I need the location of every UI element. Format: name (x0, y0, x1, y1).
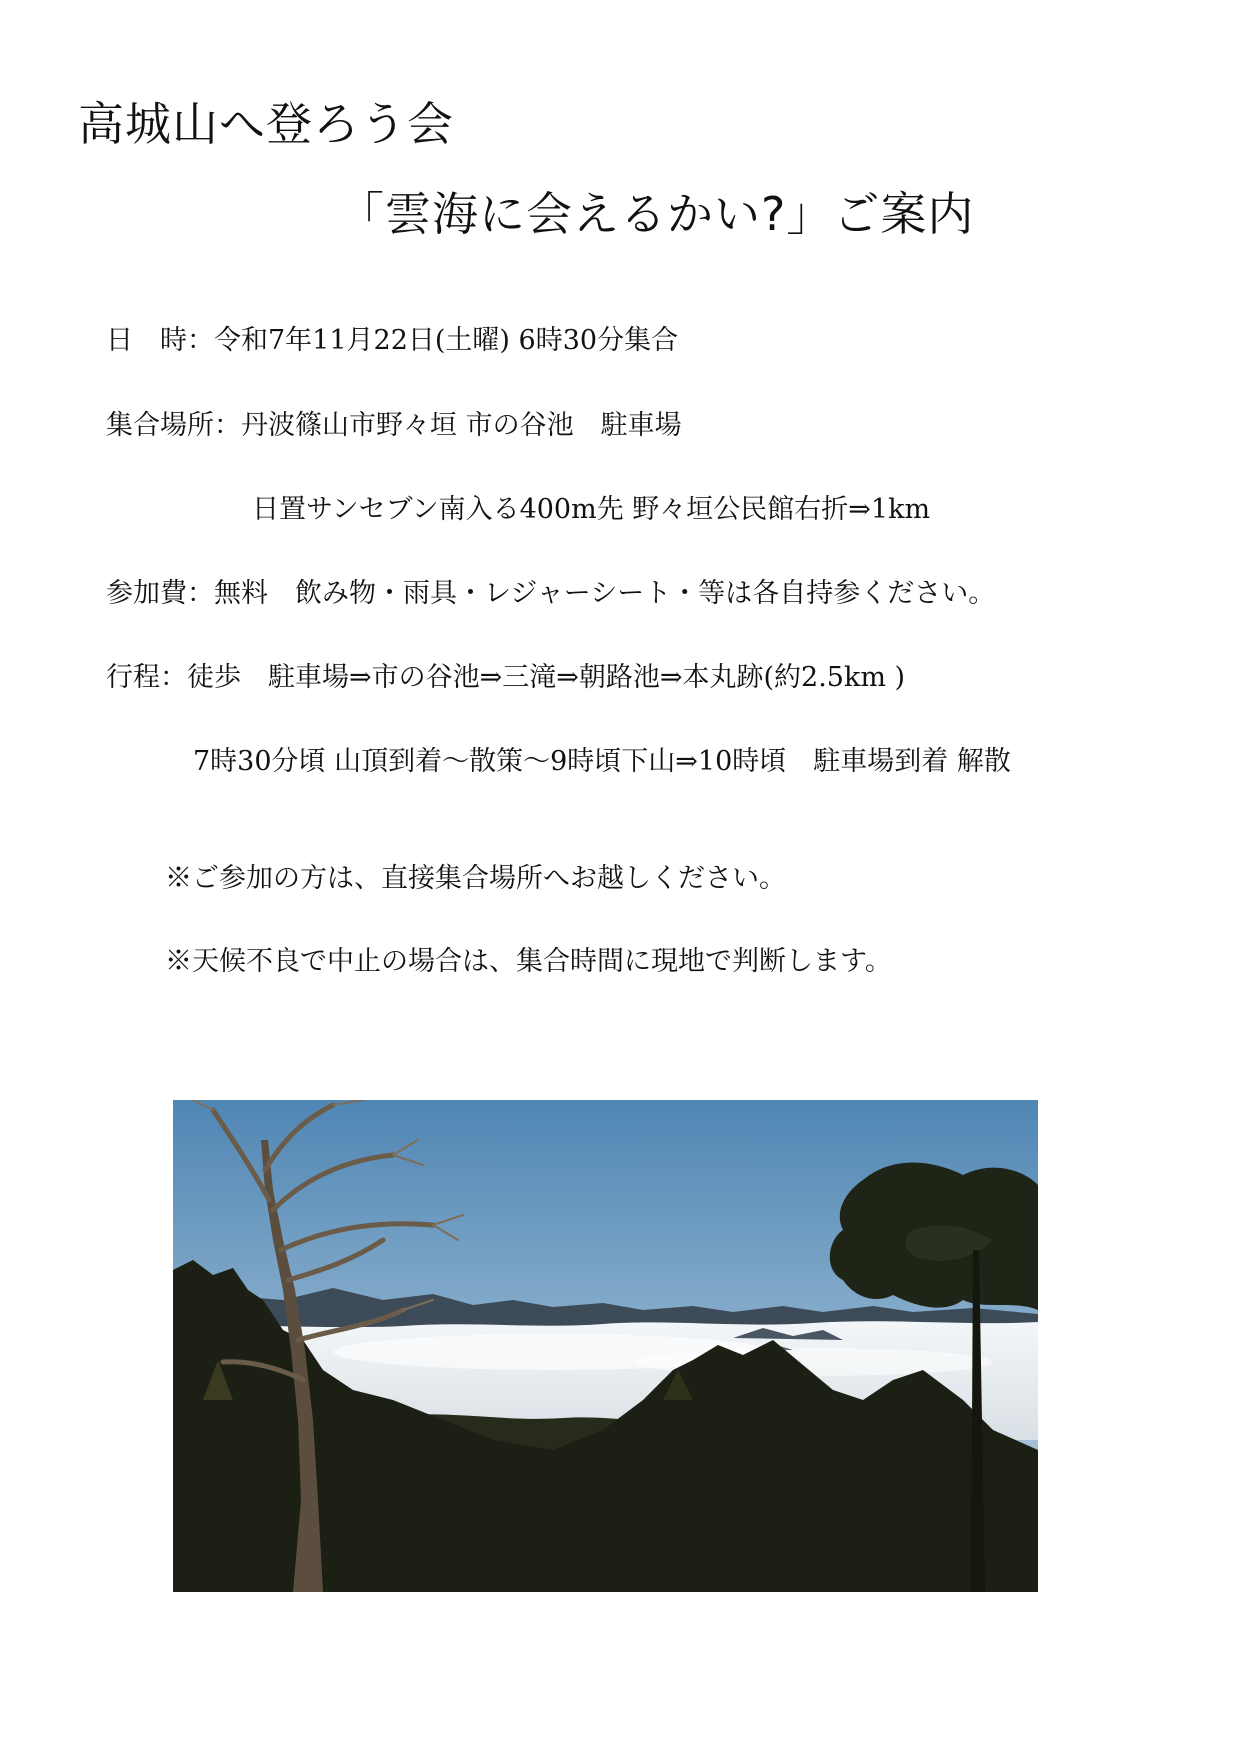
sea-of-clouds-photo (173, 1100, 1038, 1592)
title-line-2: 「雲海に会えるかい?」ご案内 (338, 187, 975, 241)
meeting-place-row (106, 409, 682, 443)
note-weather-cancellation: ※天候不良で中止の場合は、集合時間に現地で判断します。 (165, 946, 892, 977)
meeting-place-label: 集合場所： (106, 410, 241, 441)
date-value: 令和7年11月22日(土曜) 6時30分集合 (214, 325, 679, 356)
title-line-1: 高城山へ登ろう会 (78, 97, 454, 151)
itinerary-value: 徒歩 駐車場⇒市の谷池⇒三滝⇒朝路池⇒本丸跡(約2.5km ) (187, 662, 906, 693)
date-row (106, 324, 678, 358)
itinerary-row (106, 661, 905, 695)
fee-value: 無料 飲み物・雨具・レジャーシート・等は各自持参ください。 (214, 578, 996, 609)
fee-label: 参加費： (106, 578, 214, 609)
date-label: 日 時： (106, 325, 214, 356)
itinerary-schedule: 7時30分頃 山頂到着～散策～9時頃下山⇒10時頃 駐車場到着 解散 (193, 746, 1011, 777)
note-direct-meeting: ※ご参加の方は、直接集合場所へお越しください。 (165, 863, 786, 894)
itinerary-label: 行程： (106, 662, 187, 693)
fee-row (106, 577, 995, 611)
meeting-place-directions: 日置サンセブン南入る400m先 野々垣公民館右折⇒1km (252, 494, 931, 525)
meeting-place-value: 丹波篠山市野々垣 市の谷池 駐車場 (241, 410, 682, 441)
